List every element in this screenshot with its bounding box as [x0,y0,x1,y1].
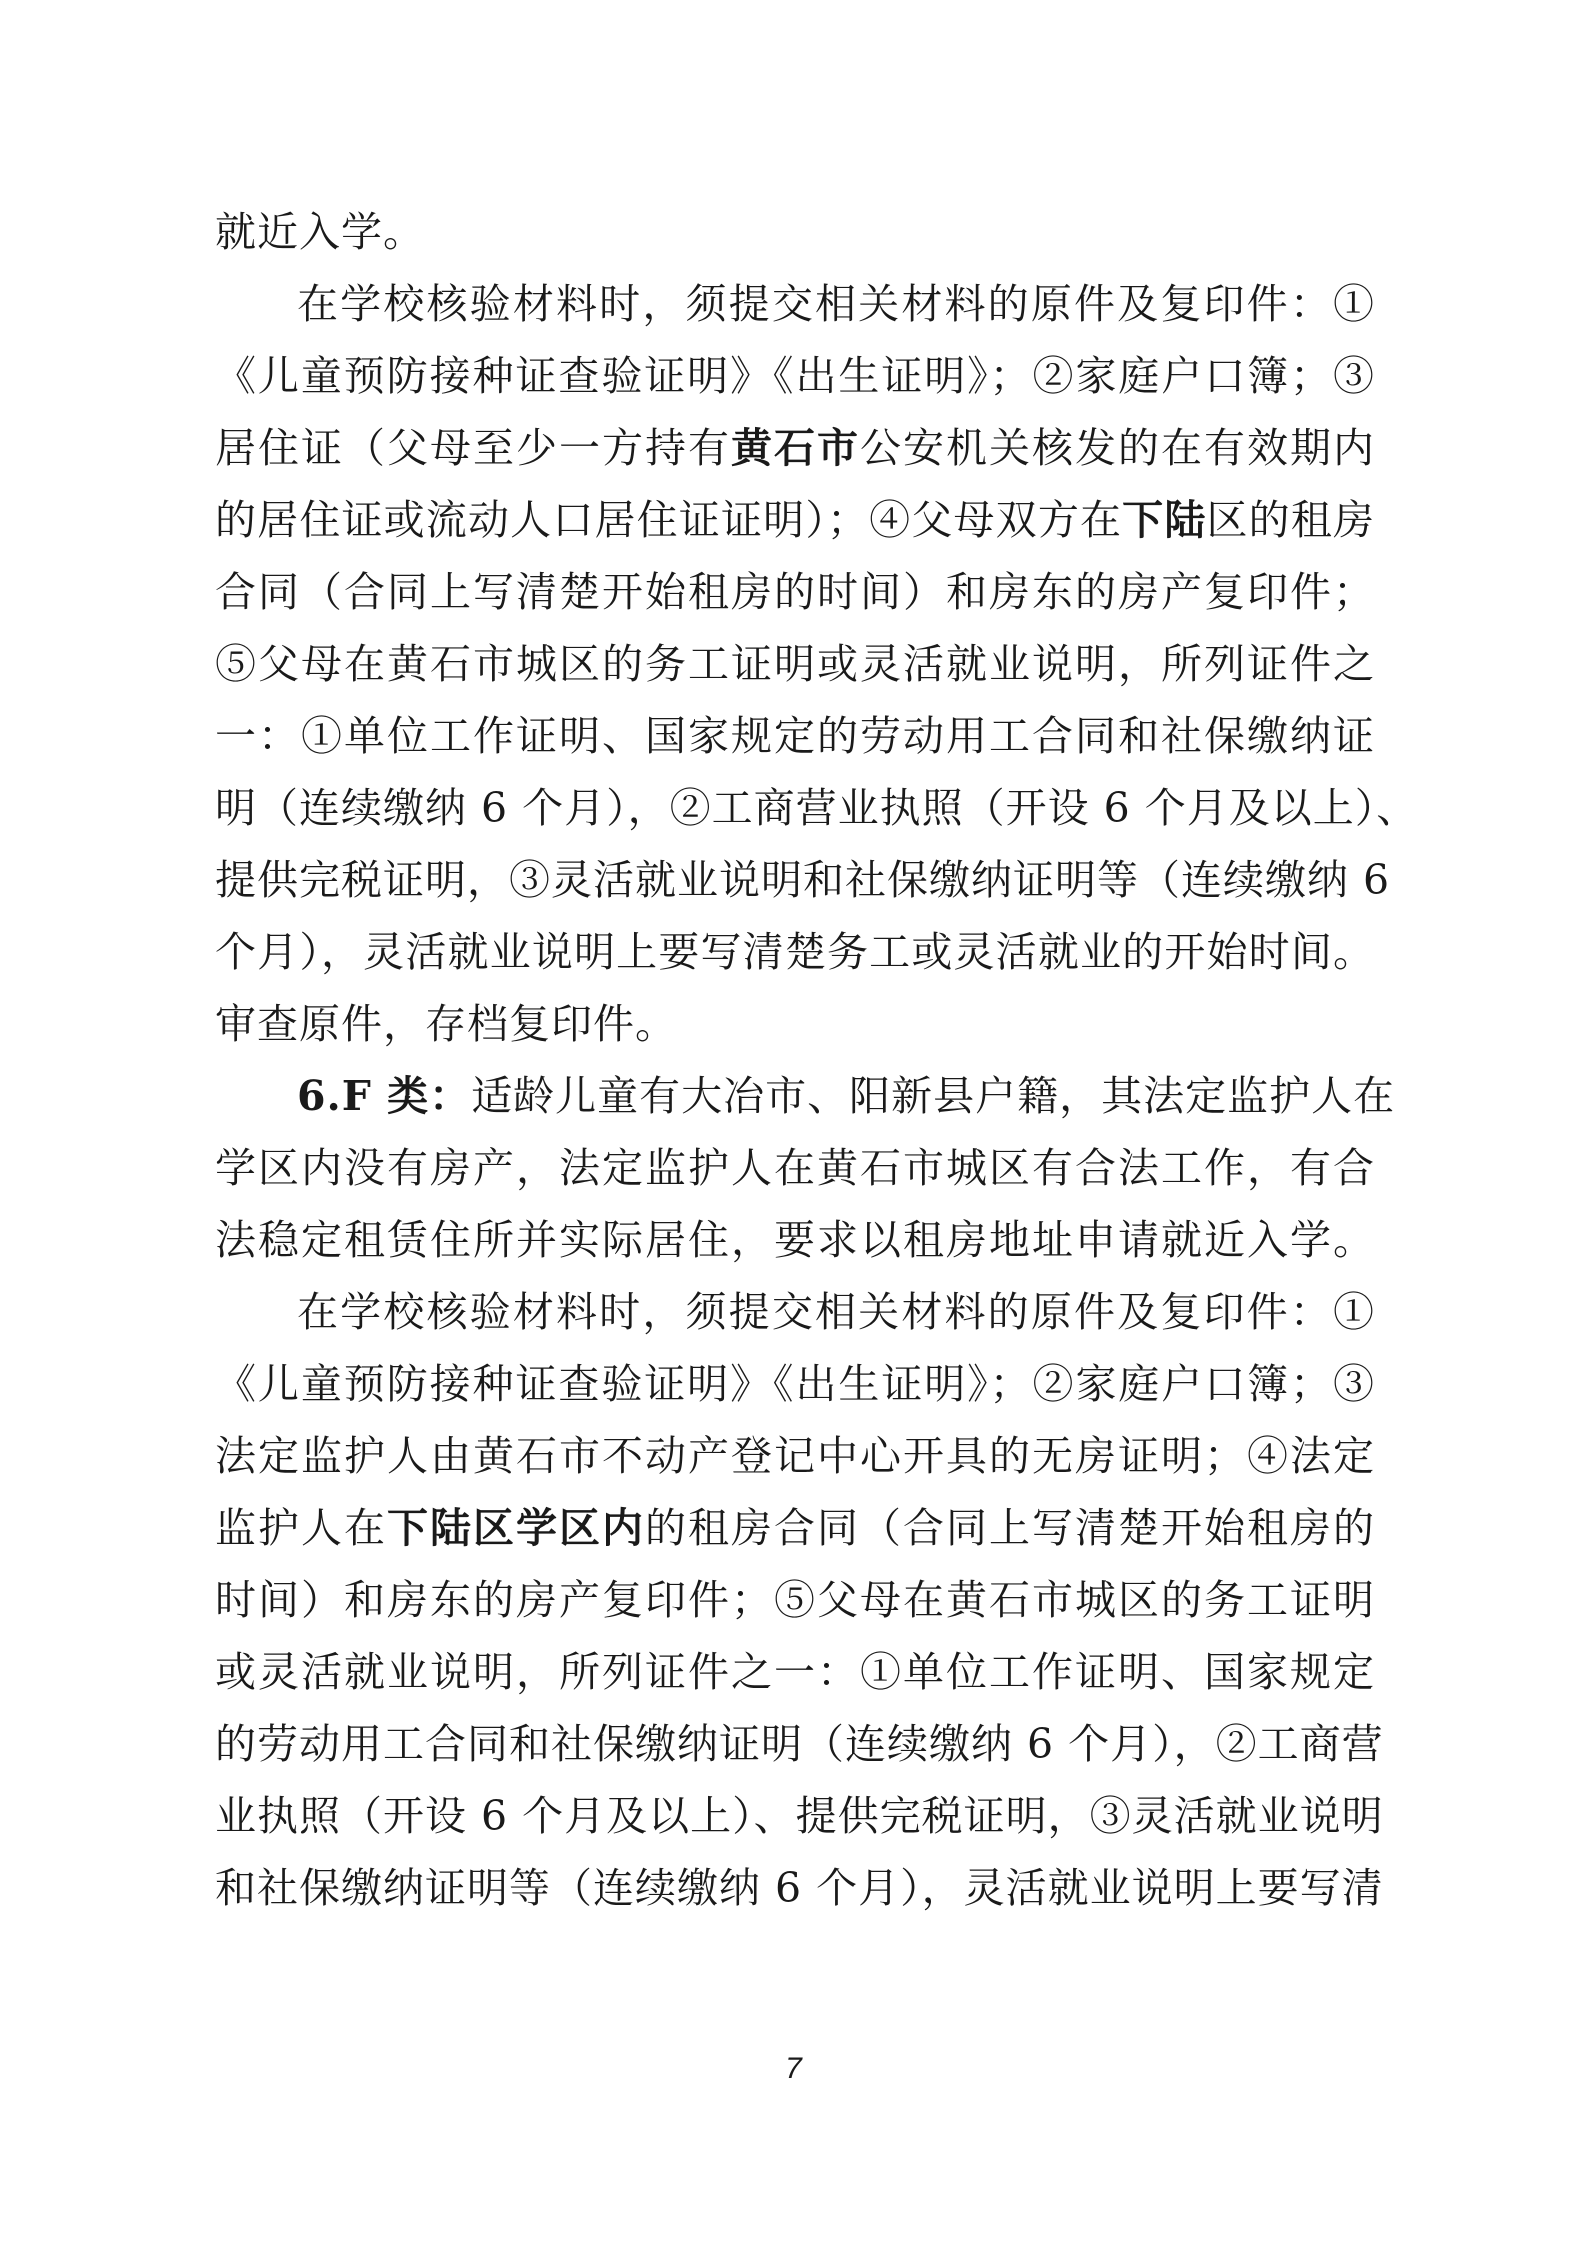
text-line [215,772,1419,844]
text-line [215,1348,1375,1420]
text-line [215,1132,1375,1204]
text-line [215,1276,1375,1348]
text-line [215,1420,1375,1492]
text-line [215,1060,1396,1132]
text-line [215,412,1375,484]
text-line [215,916,1375,988]
text-line [215,628,1375,700]
text-run: 公安机关核发的在有效期内 [860,424,1375,472]
text-line [215,1852,1384,1924]
bold-text-run: 6.F 类： [297,1072,472,1120]
text-run: 合同（合同上写清楚开始租房的时间）和房东的房产复印件； [215,568,1375,616]
text-run: 《儿童预防接种证查验证明》《出生证明》；②家庭户口簿；③ [215,1360,1375,1408]
text-run: 适龄儿童有大冶市、阳新县户籍，其法定监护人在 [471,1072,1396,1120]
text-run: 时间）和房东的房产复印件；⑤父母在黄石市城区的务工证明 [215,1576,1375,1624]
text-run: 业执照（开设 6 个月及以上）、提供完税证明，③灵活就业说明 [215,1792,1384,1840]
text-line [215,484,1375,556]
text-run: 提供完税证明，③灵活就业说明和社保缴纳证明等（连续缴纳 6 [215,856,1391,904]
document-body [215,196,1419,1924]
text-run: 就近入学。 [215,208,425,256]
text-run: 明（连续缴纳 6 个月），②工商营业执照（开设 6 个月及以上）、 [215,784,1419,832]
text-run: 的劳动用工合同和社保缴纳证明（连续缴纳 6 个月），②工商营 [215,1720,1384,1768]
text-run: 学区内没有房产，法定监护人在黄石市城区有合法工作，有合 [215,1144,1375,1192]
text-line [215,268,1375,340]
text-run: 监护人在 [215,1504,387,1552]
text-run: 《儿童预防接种证查验证明》《出生证明》；②家庭户口簿；③ [215,352,1375,400]
text-run: ⑤父母在黄石市城区的务工证明或灵活就业说明，所列证件之 [215,640,1375,688]
text-run: 在学校核验材料时，须提交相关材料的原件及复印件：① [297,280,1375,328]
text-line [215,1492,1375,1564]
text-line [215,1204,1375,1276]
text-run: 个月），灵活就业说明上要写清楚务工或灵活就业的开始时间。 [215,928,1375,976]
text-run: 法定监护人由黄石市不动产登记中心开具的无房证明；④法定 [215,1432,1375,1480]
text-run: 在学校核验材料时，须提交相关材料的原件及复印件：① [297,1288,1375,1336]
text-line [215,556,1375,628]
text-line [215,700,1375,772]
text-run: 的租房合同（合同上写清楚开始租房的 [645,1504,1375,1552]
text-run: 居住证（父母至少一方持有 [215,424,731,472]
bold-text-run: 下陆 [1122,496,1207,544]
bold-text-run: 黄石市 [731,424,860,472]
text-run: 或灵活就业说明，所列证件之一：①单位工作证明、国家规定 [215,1648,1375,1696]
text-run: 的居住证或流动人口居住证证明）；④父母双方在 [215,496,1123,544]
page-number: 7 [785,2052,802,2085]
bold-text-run: 下陆区学区内 [387,1504,645,1552]
text-line [215,1780,1384,1852]
text-run: 法稳定租赁住所并实际居住，要求以租房地址申请就近入学。 [215,1216,1375,1264]
text-run: 审查原件，存档复印件。 [215,1000,677,1048]
text-line [215,1636,1375,1708]
text-run: 和社保缴纳证明等（连续缴纳 6 个月），灵活就业说明上要写清 [215,1864,1384,1912]
text-run: 一：①单位工作证明、国家规定的劳动用工合同和社保缴纳证 [215,712,1375,760]
text-line [215,340,1375,412]
text-line [215,1708,1384,1780]
text-line [215,196,1375,268]
text-line [215,1564,1375,1636]
text-line [215,844,1391,916]
text-run: 区的租房 [1206,496,1376,544]
text-line [215,988,1375,1060]
